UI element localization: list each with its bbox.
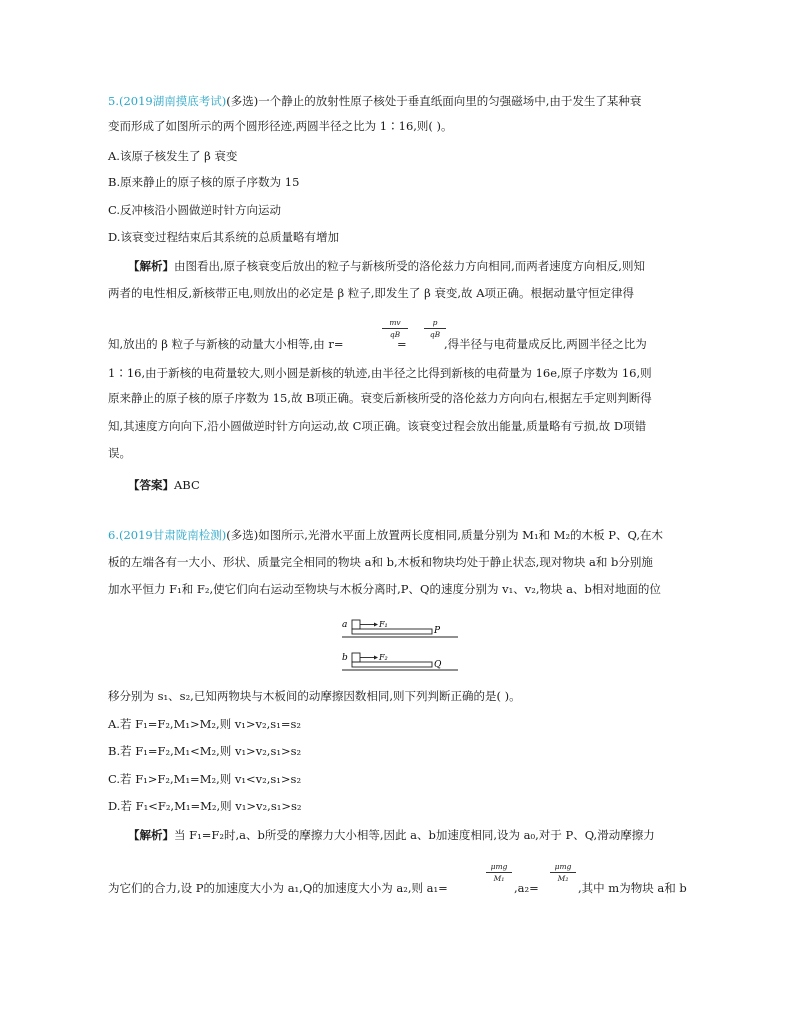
label-b: b [342, 653, 348, 663]
q6-analysis-line2a: 为它们的合力,设 P的加速度大小为 a₁,Q的加速度大小为 a₂,则 a₁= [108, 881, 448, 895]
q6-analysis-tag: 【解析】 [128, 828, 174, 842]
q5-source: (2019湖南摸底考试) [118, 94, 227, 108]
q5-number: 5. [108, 94, 119, 108]
fraction-numerator: p [432, 318, 438, 327]
q6-number: 6. [108, 528, 119, 542]
q6-analysis-line2b: ,a₂= [514, 881, 539, 895]
label-a: a [342, 620, 348, 630]
q6-option-b: B.若 F₁=F₂,M₁<M₂,则 v₁>v₂,s₁>s₂ [108, 744, 302, 758]
q6-analysis-text1: 当 F₁=F₂时,a、b所受的摩擦力大小相等,因此 a、b加速度相同,设为 a₀,对于 P、Q,滑动摩擦力 [174, 828, 655, 842]
q5-option-b: B.原来静止的原子核的原子序数为 15 [108, 175, 300, 189]
q5-analysis-line3a: 知,放出的 β 粒子与新核的动量大小相等,由 r= [108, 337, 344, 351]
q5-analysis-line7: 误。 [108, 446, 131, 460]
q6-stem-line3: 加水平恒力 F₁和 F₂,使它们向右运动至物块与木板分离时,P、Q的速度分别为 v₁、v₂,物块 a、b相对地面的位 [108, 582, 661, 596]
fraction-denominator: M₂ [550, 872, 576, 883]
q5-analysis-tag: 【解析】 [128, 259, 174, 273]
q5-analysis-equals: = [397, 337, 407, 351]
fraction-denominator: M₁ [486, 872, 512, 883]
q5-option-a: A.该原子核发生了 β 衰变 [108, 149, 238, 163]
q5-analysis-line1 [128, 258, 645, 274]
fraction-numerator: μmg [490, 862, 508, 871]
arrowhead-f2 [374, 656, 378, 660]
fraction-numerator: mv [389, 318, 401, 327]
q6-stem-text1: (多选)如图所示,光滑水平面上放置两长度相同,质量分别为 M₁和 M₂的木板 P、Q,在木 [226, 528, 664, 542]
q6-fraction-a1 [486, 862, 512, 883]
q5-analysis-line3b: ,得半径与电荷量成反比,两圆半径之比为 [444, 337, 647, 351]
q6-stem-line1 [108, 527, 663, 543]
fraction-denominator: qB [424, 328, 446, 339]
q5-analysis-line6: 知,其速度方向向下,沿小圆做逆时针方向运动,故 C项正确。该衰变过程会放出能量,质量略有亏损,故 D项错 [108, 419, 647, 433]
block-a [352, 620, 360, 629]
q5-answer-value: ABC [174, 478, 200, 492]
q6-analysis-line2c: ,其中 m为物块 a和 b [578, 881, 687, 895]
q5-option-d: D.该衰变过程结束后其系统的总质量略有增加 [108, 230, 339, 244]
fraction-denominator: qB [382, 328, 408, 339]
q6-fraction-a2 [550, 862, 576, 883]
q6-option-c: C.若 F₁>F₂,M₁=M₂,则 v₁<v₂,s₁>s₂ [108, 772, 302, 786]
q5-analysis-line2: 两者的电性相反,新核带正电,则放出的必定是 β 粒子,即发生了 β 衰变,故 A项正确。根据动量守恒定律得 [108, 286, 634, 300]
label-f1: F₁ [379, 620, 388, 629]
q5-answer [128, 477, 200, 493]
label-p: P [434, 626, 441, 636]
q5-answer-tag: 【答案】 [128, 478, 174, 492]
q5-option-c: C.反冲核沿小圆做逆时针方向运动 [108, 203, 282, 217]
block-b [352, 653, 360, 662]
arrowhead-f1 [374, 623, 378, 627]
q5-fraction-p-qb [424, 318, 446, 339]
label-q: Q [434, 660, 442, 670]
q6-source: (2019甘肃陇南检测) [118, 528, 227, 542]
board-q [352, 662, 432, 667]
board-p [352, 629, 432, 634]
fraction-numerator: μmg [554, 862, 572, 871]
q5-analysis-line4: 1∶16,由于新核的电荷量较大,则小圆是新核的轨迹,由半径之比得到新核的电荷量为 16e,原子序数为 16,则 [108, 366, 652, 380]
q6-stem-line4: 移分别为 s₁、s₂,已知两物块与木板间的动摩擦因数相同,则下列判断正确的是( )。 [108, 689, 521, 703]
q6-figure-boards [340, 618, 460, 680]
label-f2: F₂ [379, 653, 388, 662]
q5-analysis-line5: 原来静止的原子核的原子序数为 15,故 B项正确。衰变后新核所受的洛伦兹力方向向右,根据左手定则判断得 [108, 391, 652, 405]
q5-stem-line2: 变而形成了如图所示的两个圆形径迹,两圆半径之比为 1∶16,则( )。 [108, 119, 453, 133]
q6-option-d: D.若 F₁<F₂,M₁=M₂,则 v₁>v₂,s₁>s₂ [108, 799, 302, 813]
q5-stem-line1 [108, 93, 641, 109]
q5-stem-text1: (多选)一个静止的放射性原子核处于垂直纸面向里的匀强磁场中,由于发生了某种衰 [226, 94, 642, 108]
q6-stem-line2: 板的左端各有一大小、形状、质量完全相同的物块 a和 b,木板和物块均处于静止状态,现对物块 a和 b分别施 [108, 555, 653, 569]
q6-analysis-line1 [128, 827, 655, 843]
q6-option-a: A.若 F₁=F₂,M₁>M₂,则 v₁>v₂,s₁=s₂ [108, 717, 301, 731]
q5-analysis-text1: 由图看出,原子核衰变后放出的粒子与新核所受的洛伦兹力方向相同,而两者速度方向相反,则知 [174, 259, 645, 273]
